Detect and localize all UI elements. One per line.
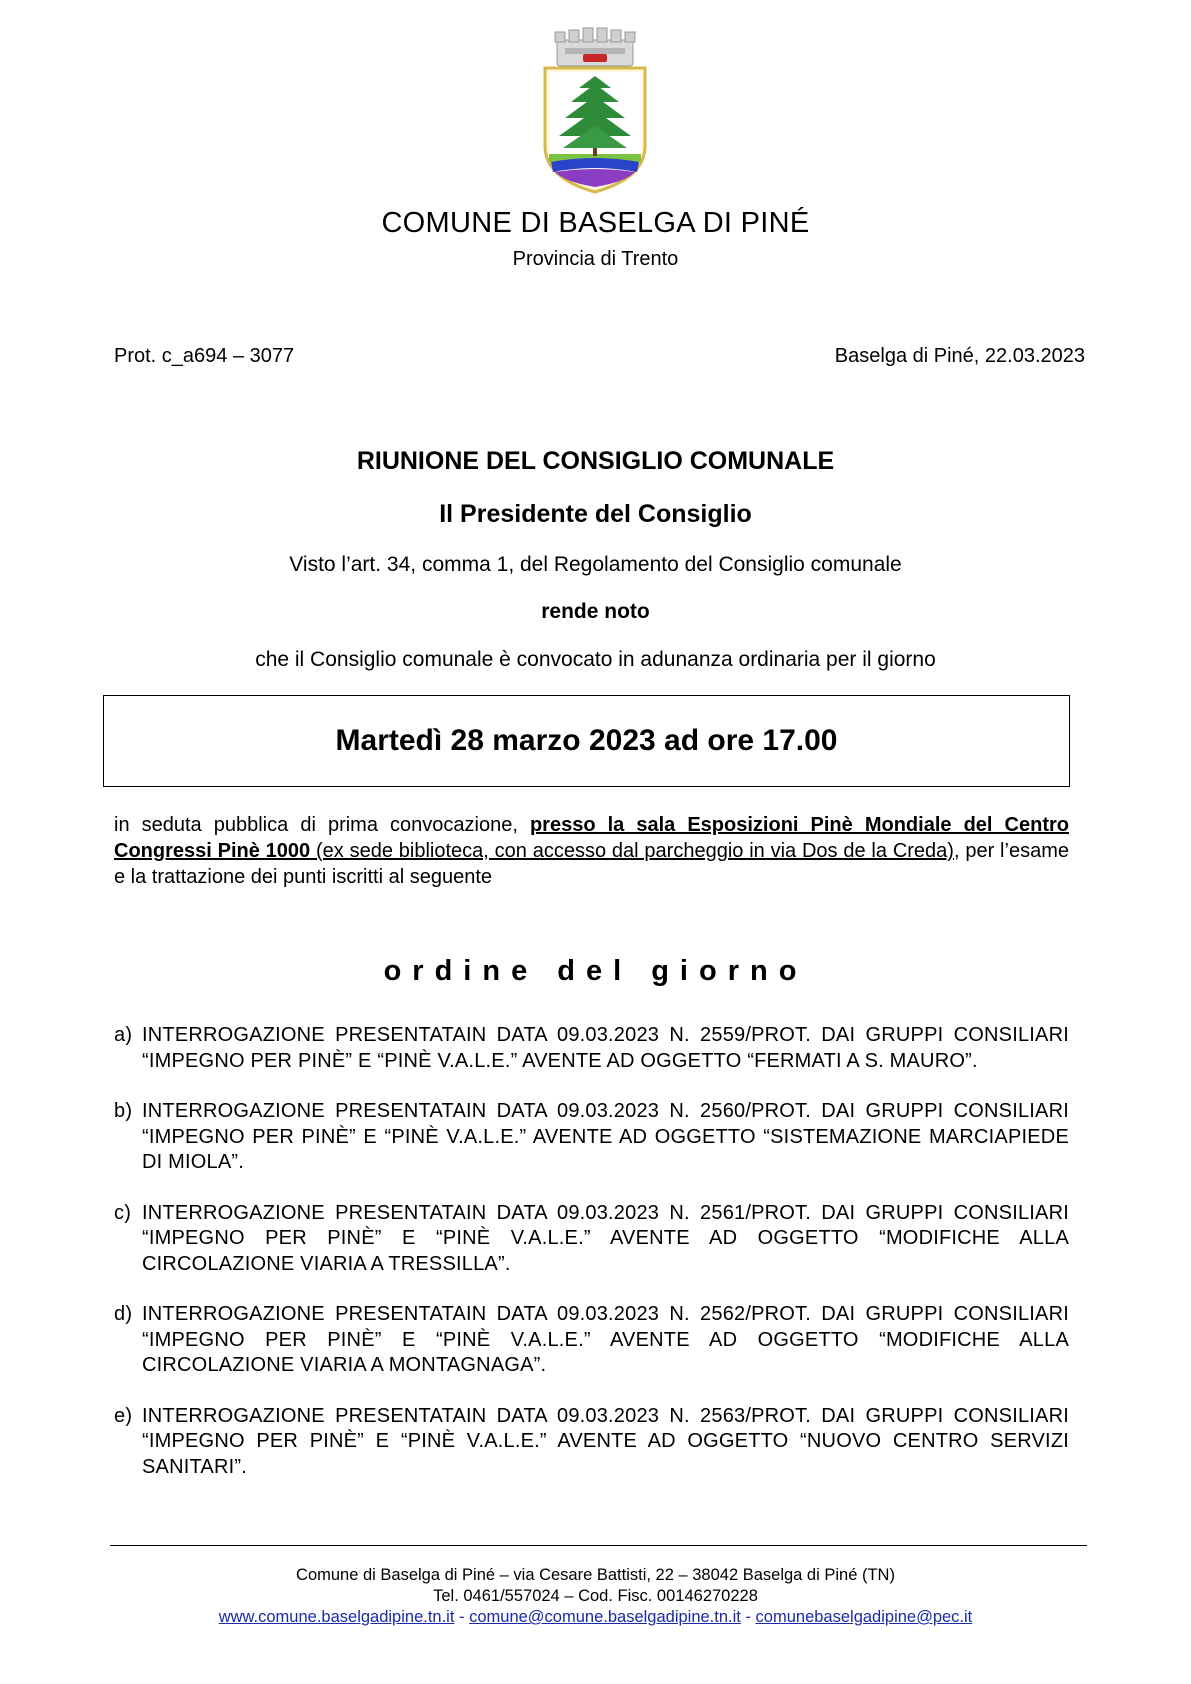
crown-icon — [555, 28, 635, 66]
agenda-item-text: INTERROGAZIONE PRESENTATAIN DATA 09.03.2023 N. 2563/PROT. DAI GRUPPI CONSILIARI “IMPEGNO PER PINÈ” E “PINÈ V.A.L.E.” AVENTE AD OGGETTO “NUOVO CENTRO SERVIZI SANITARI”. — [142, 1404, 1069, 1478]
president-heading: Il Presidente del Consiglio — [439, 500, 752, 528]
link-separator: - — [454, 1608, 470, 1626]
convocation-line: che il Consiglio comunale è convocato in adunanza ordinaria per il giorno — [255, 648, 936, 671]
agenda-item — [114, 1023, 1069, 1074]
meeting-date-box — [103, 695, 1070, 787]
meeting-datetime: Martedì 28 marzo 2023 ad ore 17.00 — [335, 724, 838, 757]
agenda-item-label: a) — [114, 1024, 133, 1046]
document-title: RIUNIONE DEL CONSIGLIO COMUNALE — [356, 447, 835, 475]
agenda-title: ordine del giorno — [383, 955, 808, 987]
link-separator: - — [740, 1608, 756, 1626]
footer-contacts: Tel. 0461/557024 – Cod. Fisc. 00146270228 — [433, 1587, 758, 1605]
session-paragraph — [114, 812, 1069, 890]
session-intro: in seduta pubblica di prima convocazione, — [114, 814, 530, 836]
agenda-item-label: b) — [114, 1100, 133, 1122]
email-link[interactable]: comune@comune.baselgadipine.tn.it — [469, 1608, 741, 1626]
footer-divider — [110, 1545, 1087, 1546]
municipality-name: COMUNE DI BASELGA DI PINÉ — [381, 207, 810, 239]
agenda-item — [114, 1201, 1069, 1278]
agenda-item — [114, 1099, 1069, 1176]
website-link[interactable]: www.comune.baselgadipine.tn.it — [218, 1608, 455, 1626]
footer-links — [0, 1608, 1191, 1627]
agenda-list — [114, 1023, 1069, 1505]
session-location: presso la sala Esposizioni Pinè Mondiale del Centro Congressi Pinè 1000 — [114, 814, 1069, 862]
session-outro: , per l’esame e la trattazione dei punti iscritti al seguente — [114, 840, 1069, 888]
place-date: Baselga di Piné, 22.03.2023 — [834, 345, 1085, 367]
province-name: Provincia di Trento — [512, 248, 679, 270]
session-location-detail: (ex sede biblioteca, con accesso dal parcheggio in via Dos de la Creda) — [310, 840, 954, 862]
protocol-number: Prot. c_a694 – 3077 — [114, 345, 295, 367]
agenda-item-text: INTERROGAZIONE PRESENTATAIN DATA 09.03.2023 N. 2562/PROT. DAI GRUPPI CONSILIARI “IMPEGNO PER PINÈ” E “PINÈ V.A.L.E.” AVENTE AD OGGETTO “MODIFICHE ALLA CIRCOLAZIONE VIARIA A MONTAGNAGA”. — [142, 1303, 1069, 1376]
agenda-item-label: c) — [114, 1201, 132, 1224]
agenda-item — [114, 1404, 1069, 1481]
pec-link[interactable]: comunebaselgadipine@pec.it — [755, 1608, 973, 1626]
agenda-item-text: INTERROGAZIONE PRESENTATAIN DATA 09.03.2023 N. 2559/PROT. DAI GRUPPI CONSILIARI “IMPEGNO PER PINÈ” E “PINÈ V.A.L.E.” AVENTE AD OGGETTO “FERMATI A S. MAURO”. — [142, 1024, 1069, 1072]
visto-line: Visto l’art. 34, comma 1, del Regolamento del Consiglio comunale — [289, 553, 902, 576]
coat-of-arms-icon — [535, 26, 655, 196]
agenda-item-label: d) — [114, 1303, 133, 1325]
footer-address: Comune di Baselga di Piné – via Cesare Battisti, 22 – 38042 Baselga di Piné (TN) — [296, 1566, 895, 1584]
agenda-item-text: INTERROGAZIONE PRESENTATAIN DATA 09.03.2023 N. 2561/PROT. DAI GRUPPI CONSILIARI “IMPEGNO PER PINÈ” E “PINÈ V.A.L.E.” AVENTE AD OGGETTO “MODIFICHE ALLA CIRCOLAZIONE VIARIA A TRESSILLA”. — [142, 1201, 1069, 1275]
rende-noto: rende noto — [541, 600, 650, 623]
agenda-item-label: e) — [114, 1404, 133, 1427]
agenda-item — [114, 1302, 1069, 1379]
agenda-item-text: INTERROGAZIONE PRESENTATAIN DATA 09.03.2023 N. 2560/PROT. DAI GRUPPI CONSILIARI “IMPEGNO PER PINÈ” E “PINÈ V.A.L.E.” AVENTE AD OGGETTO “SISTEMAZIONE MARCIAPIEDE DI MIOLA”. — [142, 1100, 1069, 1173]
